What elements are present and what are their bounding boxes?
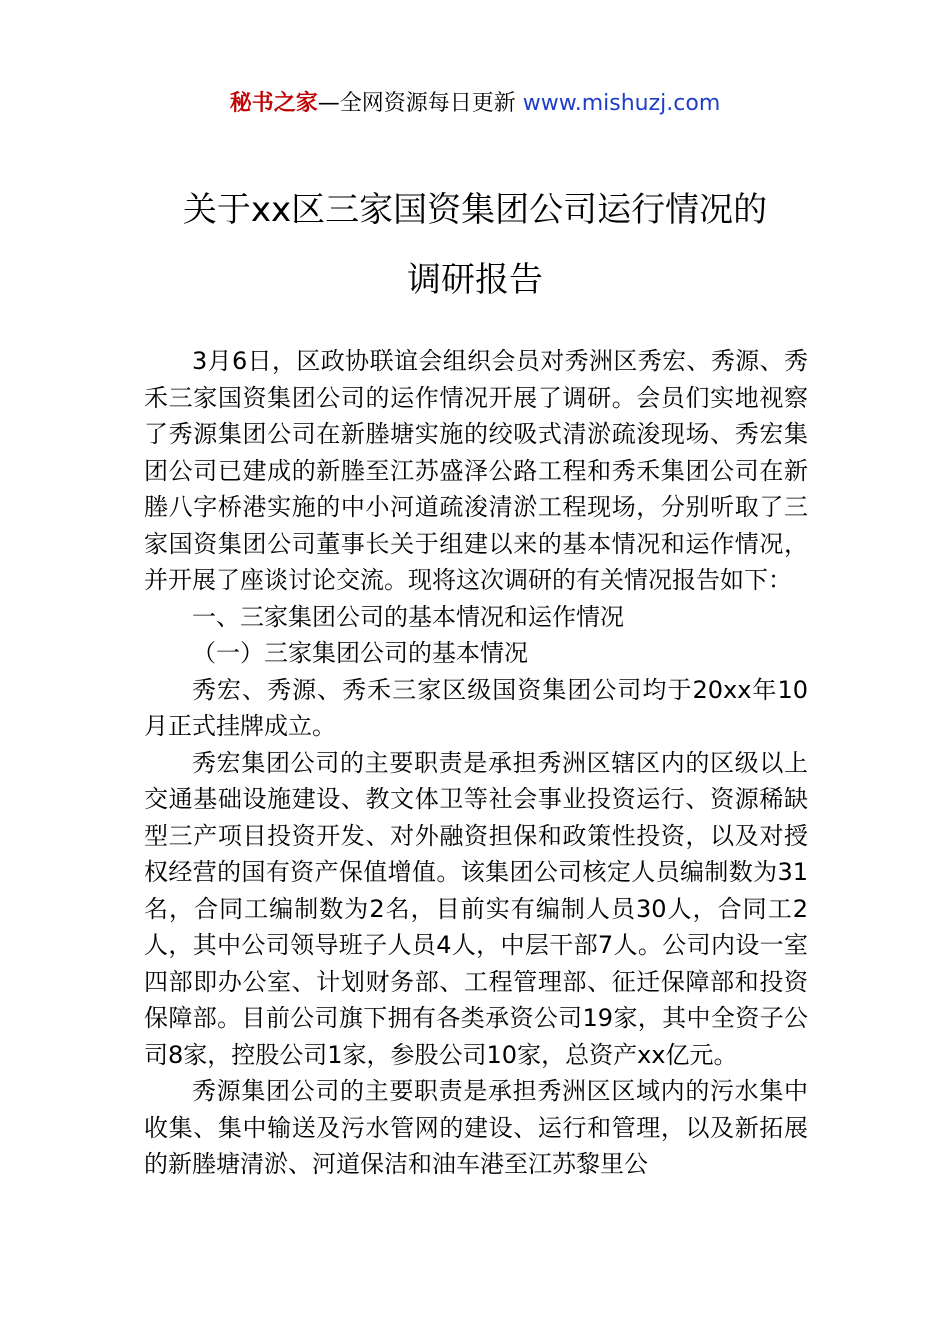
document-title-line-2: 调研报告 [407, 260, 543, 300]
header-slogan: —全网资源每日更新 [317, 91, 516, 116]
paragraph-intro: 3月6日，区政协联谊会组织会员对秀洲区秀宏、秀源、秀禾三家国资集团公司的运作情况开展了调研。会员们实地视察了秀源集团公司在新塍塘实施的绞吸式清淤疏浚现场、秀宏集团公司已建成的新塍至江苏盛泽公路工程和秀禾集团公司在新塍八字桥港实施的中小河道疏浚清淤工程现场，分别听取了三家国资集团公司董事长关于组建以来的基本情况和运作情况，并开展了座谈讨论交流。现将这次调研的有关情况报告如下： [144, 347, 808, 594]
site-header [0, 88, 950, 120]
brand-name: 秘书之家 [229, 91, 318, 116]
paragraph-establishment: 秀宏、秀源、秀禾三家区级国资集团公司均于20xx年10月正式挂牌成立。 [144, 675, 808, 740]
paragraph-xiuyuan: 秀源集团公司的主要职责是承担秀洲区区域内的污水集中收集、集中输送及污水管网的建设、运行和管理，以及新拓展的新塍塘清淤、河道保洁和油车港至江苏黎里公 [144, 1077, 808, 1178]
subsection-heading-1: （一）三家集团公司的基本情况 [192, 639, 528, 667]
paragraph-xiuhong: 秀宏集团公司的主要职责是承担秀洲区辖区内的区级以上交通基础设施建设、教文体卫等社会事业投资运行、资源稀缺型三产项目投资开发、对外融资担保和政策性投资，以及对授权经营的国有资产保值增值。该集团公司核定人员编制数为31名，合同工编制数为2名，目前实有编制人员30人，合同工2人，其中公司领导班子人员4人，中层干部7人。公司内设一室四部即办公室、计划财务部、工程管理部、征迁保障部和投资保障部。目前公司旗下拥有各类承资公司19家，其中全资子公司8家，控股公司1家，参股公司10家，总资产xx亿元。 [144, 748, 808, 1069]
site-url-link[interactable]: www.mishuzj.com [522, 91, 721, 116]
document-title-line-1: 关于xx区三家国资集团公司运行情况的 [182, 190, 768, 230]
section-heading-1: 一、三家集团公司的基本情况和运作情况 [192, 602, 624, 631]
document-body [144, 343, 808, 1183]
